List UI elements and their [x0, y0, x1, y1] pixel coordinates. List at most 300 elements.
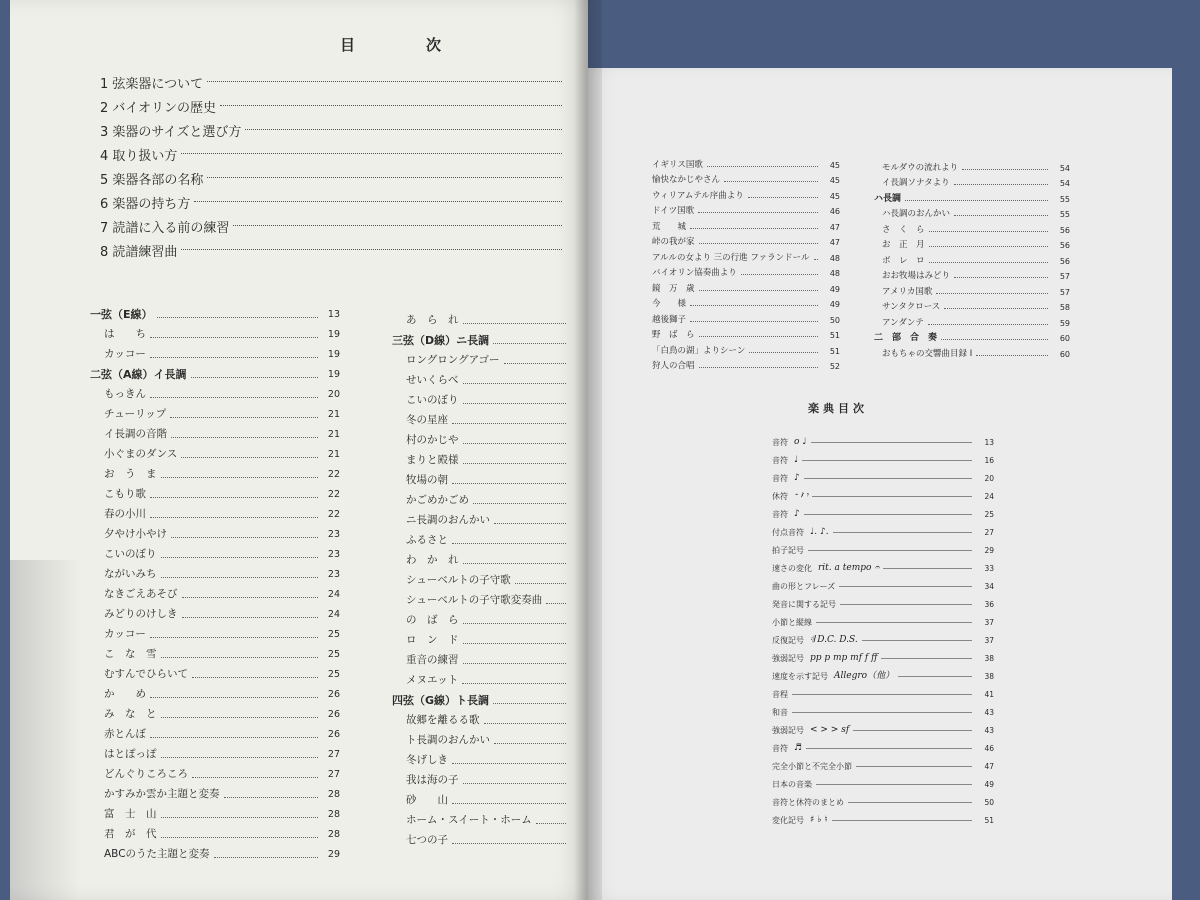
page-number: 28	[327, 829, 340, 840]
contents-entry	[392, 770, 588, 790]
entry-title: さ く ら	[882, 224, 925, 235]
page-number: 45	[829, 160, 840, 170]
entry-title: アルルの女より 三の行進 ファランドール	[652, 252, 810, 263]
page-number: 46	[984, 743, 994, 753]
contents-entry	[652, 343, 840, 359]
leader-dots	[856, 766, 972, 767]
entry-title: ウィリアムテル序曲より	[652, 190, 744, 201]
main-contents-item	[100, 166, 580, 190]
entry-title: ホーム・スイート・ホーム	[406, 814, 532, 826]
contents-entry	[874, 160, 1070, 176]
entry-title: 強弱記号	[772, 725, 804, 735]
leader-dots	[161, 817, 319, 818]
contents-entry	[90, 844, 340, 864]
leader-dots	[494, 523, 566, 524]
page-number: 16	[984, 455, 994, 465]
contents-entry	[392, 390, 588, 410]
entry-title: 鏡 万 歳	[652, 283, 695, 294]
entry-title: こいのぼり	[406, 394, 459, 406]
leader-dots	[814, 259, 818, 260]
leader-dots	[171, 537, 318, 538]
leader-dots	[463, 403, 567, 404]
contents-entry	[874, 253, 1070, 269]
entry-title: ハ長調	[874, 193, 902, 204]
entry-title: 速度を示す記号	[772, 671, 828, 681]
entry-title: 三弦（D線）ニ長調	[392, 334, 490, 347]
leader-dots	[463, 383, 567, 384]
entry-title: お 正 月	[882, 240, 925, 250]
entry-title: 重音の練習	[406, 654, 459, 666]
leader-dots	[698, 212, 818, 213]
leader-dots	[749, 352, 818, 353]
contents-entry	[392, 810, 588, 830]
leader-dots	[150, 337, 318, 338]
page-number: 29	[327, 849, 340, 860]
contents-entry	[772, 703, 994, 721]
entry-title: 村のかじや	[406, 434, 459, 446]
leader-dots	[944, 308, 1048, 309]
leader-dots	[182, 597, 319, 598]
entry-title: 強弱記号	[772, 653, 804, 663]
entry-title: 牧場の朝	[406, 474, 448, 486]
music-symbol: 𝄼 𝄽 𝄾	[794, 490, 809, 501]
page-number: 45	[829, 176, 840, 185]
section-heading	[874, 331, 1070, 347]
main-contents-item	[100, 118, 580, 142]
entry-title: イ長調ソナタより	[882, 178, 950, 188]
entry-title: 日本の音楽	[772, 779, 812, 789]
entry-title: カッコー	[104, 348, 146, 360]
page-number: 33	[984, 563, 994, 573]
page-number: 27	[327, 749, 340, 760]
contents-entry	[874, 315, 1070, 331]
entry-title: せいくらべ	[406, 374, 459, 386]
leader-dots	[157, 317, 318, 318]
leader-dots	[150, 697, 318, 698]
page-number: 24	[327, 609, 340, 620]
entry-title: 峠の我が家	[652, 237, 695, 247]
page-number: 26	[327, 729, 340, 740]
leader-dots	[929, 231, 1048, 232]
contents-entry	[392, 490, 588, 510]
page-number: 13	[327, 309, 340, 320]
leader-dots	[452, 763, 566, 764]
entry-title: 富 士 山	[104, 808, 157, 820]
leader-dots	[463, 643, 567, 644]
contents-entry	[772, 487, 994, 505]
entry-title: の ば ら	[406, 614, 459, 626]
page-number: 19	[327, 369, 340, 380]
leader-dots	[181, 457, 318, 458]
leader-dots	[452, 803, 566, 804]
page-number: 21	[327, 409, 340, 420]
main-contents-label: 4 取り扱い方	[100, 148, 178, 164]
leader-dots	[954, 277, 1048, 278]
page-number: 23	[327, 529, 340, 540]
entry-title: 狩人の合唱	[652, 361, 695, 371]
contents-entry	[90, 324, 340, 344]
contents-entry	[392, 670, 588, 690]
entry-title: 君 が 代	[104, 828, 157, 840]
contents-entry	[392, 610, 588, 630]
page-number: 36	[984, 599, 994, 609]
leader-dots	[806, 748, 972, 749]
main-contents-item	[100, 190, 580, 214]
entry-title: 小節と縦線	[772, 617, 812, 627]
hand-shadow	[10, 560, 80, 900]
contents-entry	[652, 250, 840, 266]
leader-dots	[463, 443, 567, 444]
main-contents-item	[100, 70, 580, 94]
contents-column-3	[652, 157, 840, 374]
leader-dots	[804, 514, 972, 515]
main-contents-label: 1 弦楽器について	[100, 76, 204, 92]
leader-dots	[473, 503, 566, 504]
leader-dots	[170, 417, 318, 418]
page-number: 51	[829, 331, 840, 340]
leader-dots	[493, 343, 566, 344]
contents-column-2	[392, 310, 588, 850]
entry-title: 音符	[772, 437, 788, 447]
page-number: 21	[327, 429, 340, 440]
entry-title: かごめかごめ	[406, 494, 469, 506]
contents-entry	[392, 710, 588, 730]
leader-dots	[161, 717, 319, 718]
leader-dots	[150, 737, 318, 738]
page-number: 58	[1059, 303, 1070, 312]
entry-title: 「白鳥の湖」よりシーン	[652, 345, 746, 356]
music-symbol: ♯ ♭ ♮	[810, 814, 828, 825]
entry-title: 曲の形とフレーズ	[772, 581, 836, 591]
leader-dots	[699, 367, 818, 368]
main-contents-label: 6 楽器の持ち方	[100, 196, 191, 212]
contents-entry	[90, 444, 340, 464]
contents-entry	[392, 730, 588, 750]
page-number: 49	[829, 300, 840, 309]
contents-entry	[90, 384, 340, 404]
page-number: 56	[1059, 241, 1070, 250]
page-number: 47	[829, 238, 840, 247]
leader-dots	[463, 563, 567, 564]
page-number: 57	[1059, 272, 1070, 281]
entry-title: むすんでひらいて	[104, 668, 188, 680]
section-heading	[90, 304, 340, 324]
contents-entry	[90, 604, 340, 624]
entry-title: 赤とんぼ	[104, 728, 146, 740]
page-number: 22	[327, 509, 340, 520]
page-number: 57	[1059, 287, 1070, 297]
leader-dots	[191, 377, 318, 378]
leader-dots	[928, 324, 1048, 325]
page-number: 54	[1059, 163, 1070, 173]
contents-entry	[652, 328, 840, 344]
entry-title: どんぐりころころ	[104, 768, 188, 780]
contents-entry	[392, 350, 588, 370]
contents-entry	[392, 310, 588, 330]
entry-title: お う ま	[104, 468, 157, 480]
leader-dots	[150, 517, 318, 518]
leader-dots	[233, 224, 562, 226]
contents-entry	[392, 450, 588, 470]
leader-dots	[150, 397, 318, 398]
contents-entry	[90, 744, 340, 764]
page-number: 49	[829, 284, 840, 294]
leader-dots	[463, 783, 567, 784]
leader-dots	[690, 228, 818, 229]
page-number: 38	[984, 671, 994, 681]
leader-dots	[546, 603, 566, 604]
contents-entry	[90, 624, 340, 644]
leader-dots	[792, 694, 972, 695]
contents-entry	[90, 824, 340, 844]
contents-entry	[772, 631, 994, 649]
music-symbol: Allegro（他）	[834, 670, 895, 681]
contents-column-1	[90, 304, 340, 864]
contents-entry	[392, 430, 588, 450]
contents-entry	[90, 724, 340, 744]
page-number: 45	[829, 191, 840, 201]
entry-title: ボ レ ロ	[882, 255, 925, 266]
page-number: 24	[327, 589, 340, 600]
contents-entry	[392, 530, 588, 550]
entry-title: みどりのけしき	[104, 608, 178, 620]
contents-entry	[392, 510, 588, 530]
music-symbol: o ♩	[794, 436, 807, 447]
page-number: 41	[984, 689, 994, 699]
page-number: 37	[984, 617, 994, 627]
entry-title: ロ ン ド	[406, 634, 459, 646]
leader-dots	[224, 797, 319, 798]
leader-dots	[954, 184, 1048, 185]
contents-entry	[392, 750, 588, 770]
entry-title: 音符	[772, 743, 788, 753]
entry-title: なきごえあそび	[104, 588, 178, 600]
main-contents-label: 2 バイオリンの歴史	[100, 100, 217, 116]
entry-title: 愉快なかじやさん	[652, 175, 721, 185]
music-symbol: < > > sf	[810, 724, 850, 735]
contents-entry	[772, 523, 994, 541]
contents-entry	[652, 312, 840, 328]
contents-entry	[90, 504, 340, 524]
page-number: 48	[829, 253, 840, 263]
contents-entry	[90, 344, 340, 364]
page-number: 20	[984, 473, 994, 483]
entry-title: 拍子記号	[772, 545, 804, 555]
entry-title: アメリカ国歌	[882, 286, 933, 297]
contents-entry	[652, 297, 840, 313]
leader-dots	[515, 583, 566, 584]
contents-entry	[652, 235, 840, 251]
section-heading	[392, 690, 588, 710]
page-number: 38	[984, 653, 994, 663]
main-contents-label: 5 楽器各部の名称	[100, 172, 204, 188]
main-contents-label: 3 楽器のサイズと選び方	[100, 124, 242, 140]
leader-dots	[171, 437, 318, 438]
entry-title: ロングロングアゴー	[406, 354, 500, 366]
contents-entry	[90, 704, 340, 724]
contents-entry	[90, 784, 340, 804]
contents-entry	[652, 281, 840, 297]
entry-title: 二 部 合 奏	[874, 333, 938, 343]
leader-dots	[452, 483, 566, 484]
contents-entry	[90, 584, 340, 604]
page-number: 59	[1059, 318, 1070, 328]
entry-title: 付点音符	[772, 527, 804, 537]
entry-title: ドイツ国歌	[652, 206, 695, 216]
leader-dots	[905, 200, 1048, 201]
leader-dots	[220, 104, 562, 106]
leader-dots	[804, 478, 972, 479]
entry-title: 荒 城	[652, 221, 687, 232]
leader-dots	[150, 357, 318, 358]
entry-title: チューリップ	[104, 408, 167, 420]
entry-title: ハ長調のおんかい	[882, 209, 951, 219]
entry-title: ながいみち	[104, 568, 157, 580]
leader-dots	[690, 305, 818, 306]
page-number: 55	[1059, 210, 1070, 219]
entry-title: み な と	[104, 708, 157, 720]
entry-title: おもちゃの交響曲目録 I	[882, 348, 973, 359]
entry-title: メヌエット	[406, 674, 459, 686]
leader-dots	[161, 557, 319, 558]
entry-title: 音符と休符のまとめ	[772, 797, 844, 807]
leader-dots	[929, 262, 1048, 263]
leader-dots	[463, 623, 567, 624]
main-contents-item	[100, 214, 580, 238]
leader-dots	[536, 823, 566, 824]
entry-title: 春の小川	[104, 508, 146, 520]
contents-entry	[874, 222, 1070, 238]
contents-entry	[652, 266, 840, 282]
leader-dots	[150, 497, 318, 498]
page-number: 13	[984, 437, 994, 447]
contents-entry	[90, 564, 340, 584]
entry-title: こいのぼり	[104, 548, 157, 560]
contents-entry	[392, 630, 588, 650]
page-number: 50	[829, 315, 840, 325]
entry-title: 完全小節と不完全小節	[772, 761, 852, 771]
leader-dots	[245, 128, 562, 130]
page-number: 54	[1059, 179, 1070, 188]
contents-entry	[772, 649, 994, 667]
entry-title: 故郷を離るる歌	[406, 714, 480, 726]
entry-title: ふるさと	[406, 534, 448, 546]
leader-dots	[811, 442, 972, 443]
page-number: 43	[984, 725, 994, 735]
leader-dots	[954, 215, 1048, 216]
leader-dots	[452, 543, 566, 544]
contents-entry	[90, 464, 340, 484]
contents-entry	[874, 176, 1070, 192]
page-number: 19	[327, 329, 340, 340]
entry-title: 冬の星座	[406, 414, 448, 426]
entry-title: ABCのうた主題と変奏	[104, 848, 210, 860]
leader-dots	[194, 200, 562, 202]
page-number: 37	[984, 635, 994, 645]
page-number: 25	[984, 509, 994, 519]
contents-entry	[90, 484, 340, 504]
entry-title: かすみか雲か主題と変奏	[104, 788, 220, 800]
main-contents-label: 8 読譜練習曲	[100, 244, 178, 260]
entry-title: もっきん	[104, 388, 146, 400]
entry-title: 越後獅子	[652, 314, 687, 325]
page-number: 25	[327, 629, 340, 640]
contents-entry	[772, 667, 994, 685]
entry-title: シューベルトの子守歌	[406, 574, 511, 586]
leader-dots	[494, 743, 566, 744]
leader-dots	[493, 703, 566, 704]
contents-entry	[772, 451, 994, 469]
leader-dots	[182, 617, 319, 618]
leader-dots	[812, 496, 972, 497]
main-contents-item	[100, 94, 580, 118]
contents-entry	[392, 650, 588, 670]
entry-title: 夕やけ小やけ	[104, 528, 167, 540]
entry-title: イギリス国歌	[652, 159, 703, 170]
contents-entry	[874, 284, 1070, 300]
main-contents-item	[100, 238, 580, 262]
entry-title: こ な 雪	[104, 648, 157, 660]
page-number: 23	[327, 549, 340, 560]
entry-title: シューベルトの子守歌変奏曲	[406, 594, 543, 606]
page-number: 49	[984, 779, 994, 789]
music-symbol: pp p mp mf f ff	[810, 652, 878, 663]
leader-dots	[881, 658, 972, 659]
leader-dots	[929, 246, 1048, 247]
leader-dots	[883, 568, 972, 569]
contents-entry	[652, 188, 840, 204]
entry-title: 砂 山	[406, 794, 448, 806]
entry-title: 反復記号	[772, 635, 804, 645]
page-number: 56	[1059, 225, 1070, 235]
leader-dots	[214, 857, 318, 858]
leader-dots	[452, 843, 566, 844]
contents-entry	[772, 721, 994, 739]
leader-dots	[699, 243, 818, 244]
page-number: 26	[327, 709, 340, 720]
leader-dots	[898, 676, 972, 677]
entry-title: 発音に関する記号	[772, 599, 836, 609]
music-symbol: ♩. ♪.	[810, 526, 829, 537]
contents-entry	[772, 541, 994, 559]
page-title: 目 次	[340, 36, 470, 54]
leader-dots	[484, 723, 567, 724]
contents-entry	[652, 219, 840, 235]
page-number: 25	[327, 669, 340, 680]
page-number: 26	[327, 689, 340, 700]
theory-contents-column	[772, 433, 994, 829]
entry-title: モルダウの流れより	[882, 162, 959, 173]
page-number: 27	[984, 527, 994, 537]
leader-dots	[161, 657, 319, 658]
leader-dots	[832, 820, 972, 821]
leader-dots	[853, 730, 972, 731]
entry-title: 和音	[772, 707, 788, 717]
entry-title: バイオリン協奏曲より	[652, 268, 737, 278]
contents-entry	[874, 346, 1070, 362]
leader-dots	[941, 339, 1048, 340]
entry-title: 休符	[772, 491, 788, 501]
leader-dots	[802, 460, 972, 461]
leader-dots	[192, 677, 318, 678]
page-number: 51	[984, 815, 994, 825]
contents-entry	[90, 764, 340, 784]
page-number: 27	[327, 769, 340, 780]
contents-entry	[772, 811, 994, 829]
leader-dots	[161, 477, 319, 478]
page-number: 52	[829, 362, 840, 371]
leader-dots	[207, 80, 562, 82]
